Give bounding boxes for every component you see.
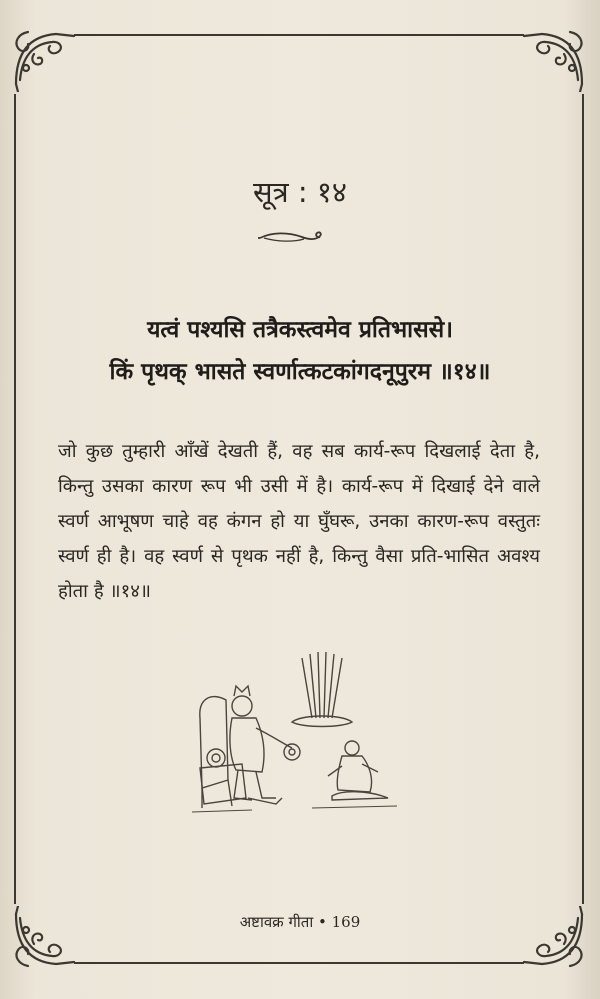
corner-ornament-icon: [522, 24, 590, 92]
border-bottom: [74, 962, 524, 964]
border-top: [74, 34, 524, 36]
footer-separator: •: [318, 913, 327, 931]
corner-ornament-icon: [8, 24, 76, 92]
sutra-heading: सूत्र : १४: [253, 175, 347, 209]
border-left: [14, 94, 16, 904]
page-number: 169: [331, 913, 361, 931]
verse-line-1: यत्वं पश्यसि तत्रैकस्त्वमेव प्रतिभाससे।: [147, 317, 453, 343]
border-right: [582, 94, 584, 904]
verse-line-2: किं पृथक् भासते स्वर्णात्कटकांगदनूपुरम ॥१४॥: [109, 359, 491, 385]
book-title: अष्टावक्र गीता: [239, 913, 314, 931]
commentary-paragraph: जो कुछ तुम्हारी आँखें देखती हैं, वह सब कार्य-रूप दिखलाई देता है, किन्तु उसका कारण रूप भी उसी में है। कार्य-रूप में दिखाई देने वाले स्वर्ण आभूषण चाहे वह कंगन हो या घुँघरू, उनका कारण-रूप वस्तुतः स्वर्ण ही है। वह स्वर्ण से पृथक नहीं है, किन्तु वैसा प्रति-भासित अवश्य होता है ॥१४॥: [58, 441, 540, 602]
sage-and-king-illustration-icon: [192, 648, 402, 818]
page-footer: [0, 912, 600, 932]
flourish-divider-icon: [258, 228, 328, 246]
